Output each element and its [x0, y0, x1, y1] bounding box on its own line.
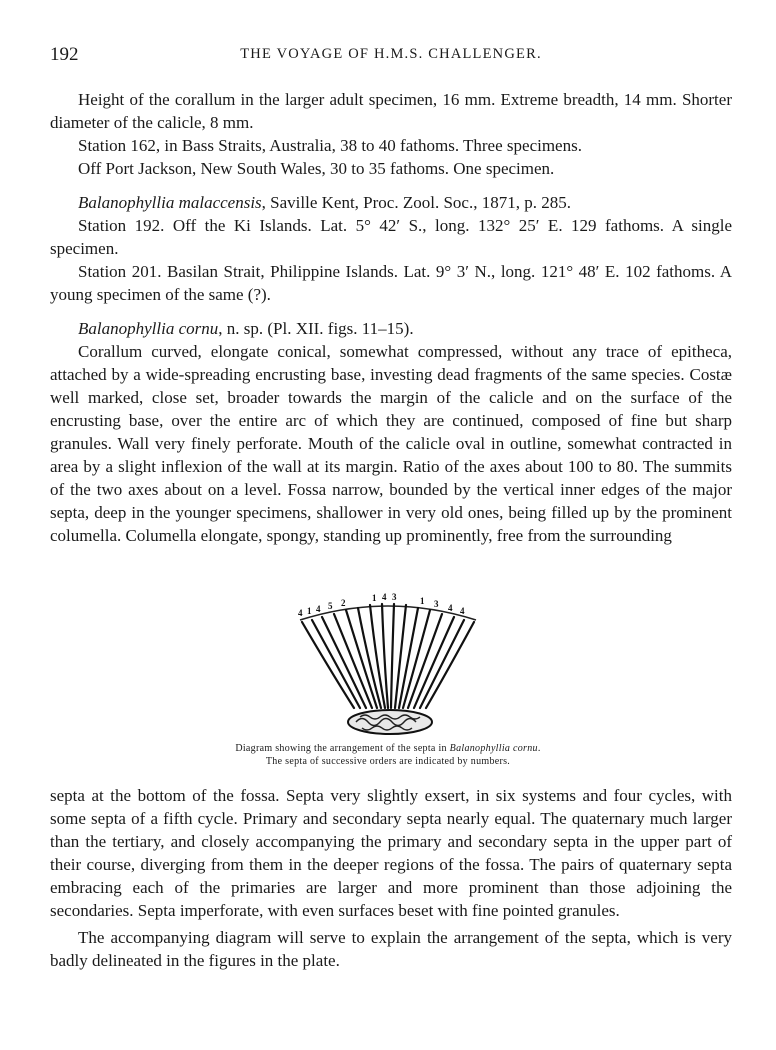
paragraph-station-201: Station 201. Basilan Strait, Philippine Islands. Lat. 9° 3′ N., long. 121° 48′ E. 102 fathoms. A young specimen of the same (?).: [50, 262, 732, 304]
text-block-top: [50, 88, 732, 547]
paragraph-diagram-note: The accompanying diagram will serve to explain the arrangement of the septa, which is very badly delineated in the figures in the plate.: [50, 928, 732, 970]
septum-number: 2: [341, 598, 346, 608]
caption-species: Balanophyllia cornu: [449, 743, 538, 754]
figure-caption-line-2: The septa of successive orders are indicated by numbers.: [265, 756, 511, 767]
page-header: [50, 44, 732, 70]
paragraph-station-162: Station 162, in Bass Straits, Australia, 38 to 40 fathoms. Three specimens.: [78, 136, 582, 155]
heading-cornu: [50, 317, 732, 340]
paragraph-measurements: Height of the corallum in the larger adult specimen, 16 mm. Extreme breadth, 14 mm. Shorter diameter of the calicle, 8 mm.: [50, 90, 732, 132]
septum-line: [420, 620, 464, 708]
septum-number: 4: [298, 608, 303, 618]
septum-number: 1: [420, 596, 425, 606]
septum-number: 4: [316, 604, 321, 614]
paragraph-port-jackson: Off Port Jackson, New South Wales, 30 to 35 fathoms. One specimen.: [78, 159, 555, 178]
caption-text: Diagram showing the arrangement of the septa in: [235, 743, 450, 754]
paragraph-cornu-description: Corallum curved, elongate conical, somewhat compressed, without any trace of epitheca, attached by a wide-spreading encrusting base, investing dead fragments of the same species. Costæ well marked, close set, broader towards the margin of the calicle and on the surface of the encrusting base, over the entire arc of which they are continued, composed of fine but sharp granules. Wall very finely perforate. Mouth of the calicle oval in outline, somewhat contracted in area by a slight inflexion of the wall at its margin. Ratio of the axes about 100 to 80. The summits of the two axes about on a level. Fossa narrow, bounded by the vertical inner edges of the major septa, deep in the younger specimens, shallower in very old ones, being filled up by the prominent columella. Columella elongate, spongy, standing up prominently, free from the surrounding: [50, 342, 732, 545]
citation-cornu: , n. sp. (Pl. XII. figs. 11–15).: [218, 319, 414, 338]
septum-number: 4: [460, 606, 465, 616]
septum-number: 1: [307, 606, 312, 616]
septum-number: 3: [392, 592, 397, 602]
page-number: 192: [50, 44, 79, 65]
text-block-bottom: [50, 784, 732, 972]
heading-malaccensis: [50, 191, 732, 214]
septum-line: [391, 604, 394, 708]
species-name-cornu: Balanophyllia cornu: [78, 319, 219, 338]
septum-number: 5: [328, 601, 333, 611]
paragraph-station-192: Station 192. Off the Ki Islands. Lat. 5° 42′ S., long. 132° 25′ E. 129 fathoms. A single specimen.: [50, 216, 732, 258]
septa-diagram: [260, 590, 516, 738]
septa-diagram-figure: [200, 590, 576, 775]
septa-lines: [302, 604, 474, 708]
running-title: THE VOYAGE OF H.M.S. CHALLENGER.: [240, 46, 542, 62]
figure-caption-line-1: [200, 742, 576, 755]
septum-number: 4: [448, 603, 453, 613]
septum-line: [322, 617, 366, 708]
columella: [348, 710, 432, 734]
paragraph-septa: septa at the bottom of the fossa. Septa very slightly exsert, in six systems and four cycles, with some septa of a fifth cycle. Primary and secondary septa nearly equal. The quaternary much larger than the tertiary, and closely accompanying the primary and secondary septa in the upper part of their course, diverging from them in the deeper regions of the fossa. The pairs of quaternary septa embracing each of the primaries are larger and more prominent than those adjoining the secondaries. Septa imperforate, with even surfaces beset with fine pointed granules.: [50, 786, 732, 920]
septum-number: 4: [382, 592, 387, 602]
species-name-malaccensis: Balanophyllia malaccensis: [78, 193, 262, 212]
citation-malaccensis: , Saville Kent, Proc. Zool. Soc., 1871, p. 285.: [261, 193, 571, 212]
septum-line: [395, 605, 406, 708]
caption-period: .: [537, 743, 541, 754]
septum-number: 3: [434, 599, 439, 609]
septum-line: [399, 608, 418, 708]
septum-number: 1: [372, 593, 377, 603]
